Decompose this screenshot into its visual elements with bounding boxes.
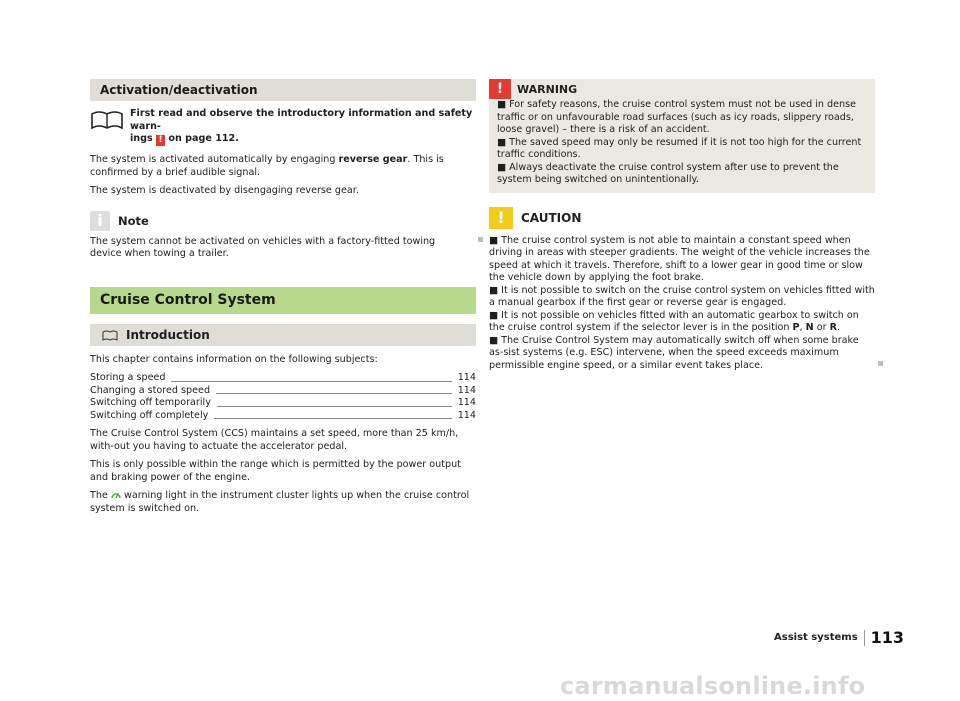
caution-body	[489, 235, 875, 373]
reverse-gear-term: reverse gear	[338, 154, 408, 165]
section-end-marker	[878, 361, 883, 366]
warning-item: ■ The saved speed may only be resumed if it is not too high for the current traffic conditions.	[497, 136, 862, 160]
toc-list	[90, 372, 476, 422]
info-icon: i	[90, 211, 110, 231]
toc-entry[interactable]: Switching off temporarily 114	[90, 397, 476, 409]
note-text: The system cannot be activated on vehicles with a factory-fitted towing device when towing a trailer.	[90, 235, 436, 259]
toc-entry[interactable]: Storing a speed 114	[90, 372, 476, 383]
page-number: 113	[870, 628, 905, 647]
note-label: Note	[118, 213, 149, 228]
read-first-page-ref[interactable]: on page 112.	[168, 133, 239, 144]
note-heading	[90, 211, 476, 231]
activation-paragraph-2: The system is deactivated by disengaging reverse gear.	[90, 185, 359, 196]
caution-item: ■ The cruise control system is not able to maintain a constant speed when driving in areas with steeper gradients. The weight of the vehicle increases the speed at which it travels. Therefore, shift to a lower gear in good time or slow the vehicle down by applying the foot brake.	[489, 234, 870, 283]
warning-badge-icon: !	[156, 135, 165, 146]
warning-label: WARNING	[517, 82, 578, 96]
introduction-heading	[90, 324, 476, 346]
intro-paragraph-1: The Cruise Control System (CCS) maintains a set speed, more than 25 km/h, with-out you having to actuate the accelerator pedal.	[90, 428, 459, 452]
read-first-line2-pre: ings	[130, 133, 153, 144]
intro-lead: This chapter contains information on the following subjects:	[90, 353, 378, 365]
footer-divider	[864, 630, 865, 646]
activation-heading: Activation/deactivation	[90, 79, 476, 101]
warning-box	[489, 79, 875, 193]
warning-item: ■ For safety reasons, the cruise control system must not be used in dense traffic or on unfavourable road surfaces (such as icy roads, slippery roads, loose gravel) – there is a risk of an accident.	[497, 99, 857, 135]
caution-item: ■ The Cruise Control System may automatically switch off when some brake as-sist systems (e.g. ESC) intervene, when the speed exceeds maximum permissible engine speed, or a similar event takes place.	[489, 334, 859, 371]
read-first-notice	[90, 108, 476, 146]
cruise-control-heading: Cruise Control System	[90, 287, 476, 314]
caution-label: CAUTION	[521, 210, 582, 225]
watermark: carmanualsonline.info	[560, 672, 866, 700]
caution-heading	[489, 207, 875, 229]
warning-item: ■ Always deactivate the cruise control system after use to prevent the system being switched on unintentionally.	[497, 161, 839, 185]
activation-paragraph-1: The system is activated automatically by engaging reverse gear. This is confirmed by a brief audible signal.	[90, 154, 444, 178]
right-column	[489, 79, 875, 372]
warning-heading	[489, 79, 867, 99]
intro-paragraph-3: The warning light in the instrument cluster lights up when the cruise control system is switched on.	[90, 490, 470, 514]
chapter-title: Assist systems	[774, 632, 858, 643]
warning-exclamation-icon: !	[489, 79, 511, 99]
read-first-line1: First read and observe the introductory information and safety warn-	[130, 108, 473, 132]
page-footer	[774, 628, 904, 647]
section-end-marker	[478, 237, 483, 242]
caution-item: ■ It is not possible on vehicles fitted with an automatic gearbox to switch on the cruise control system if the selector lever is in the position P, N or R.	[489, 309, 859, 333]
toc-entry[interactable]: Changing a stored speed 114	[90, 384, 476, 396]
introduction-label: Introduction	[126, 327, 210, 342]
open-book-icon	[102, 329, 118, 341]
left-column	[90, 79, 476, 521]
intro-paragraph-2: This is only possible within the range which is permitted by the power output and braking power of the engine.	[90, 459, 461, 483]
open-book-icon	[90, 108, 124, 132]
toc-entry[interactable]: Switching off completely 114	[90, 409, 476, 421]
cruise-control-light-icon	[111, 490, 121, 499]
caution-exclamation-icon: !	[489, 207, 513, 229]
caution-item: ■ It is not possible to switch on the cruise control system on vehicles fitted with a manual gearbox if the first gear or reverse gear is engaged.	[489, 284, 875, 308]
